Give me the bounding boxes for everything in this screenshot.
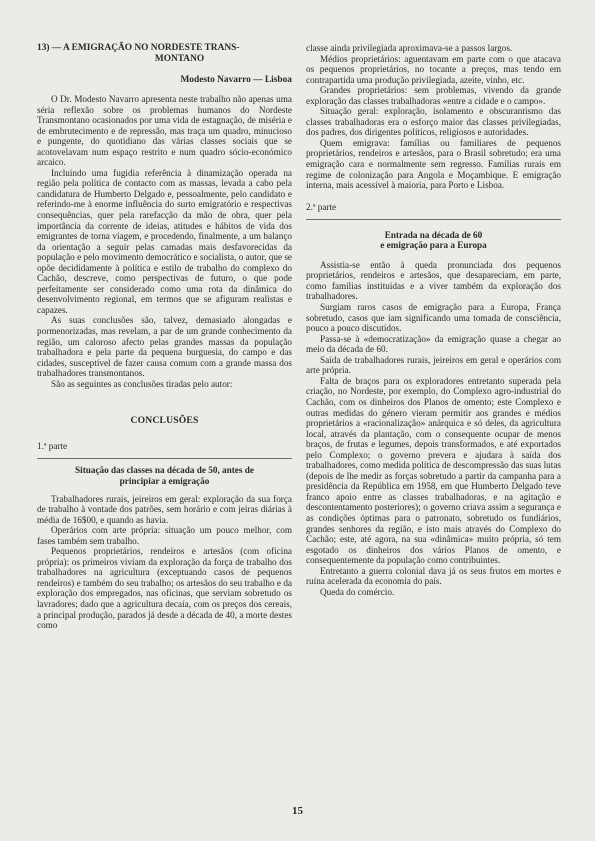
paragraph: Incluindo uma fugidia referência à dinamização operada na região pela política de contacto com as massas, levada a cabo pela candidatura de Humberto Delgado e, pessoalmente, pelo candidato e referindo-me à enorme influência do surto emigratório e respectivas consequências, quer pela rarefacção da mão de obra, quer pela importância da corrente de ideias, atitudes e hábitos de vida dos emigrantes de torna viagem, e procedendo, finalmente, a um balanço da orientação a seguir pelas camadas mais desfavorecidas da população e pelo movimento democrático e socialista, o autor, que se opõe decididamente à política e estilo de trabalho do complexo do Cachão, descreve, como perspectivas de futuro, o que pode perfeitamente ser considerado como uma rota da dinâmica do desenvolvimento regional, em termos que se afiguram realistas e capazes. bbox=[37, 167, 292, 315]
paragraph: As suas conclusões são, talvez, demasiado alongadas e pormenorizadas, mas revelam, a par de um grande conhecimento da região, um caloroso afecto pelas grandes massas da população trabalhadora e pela parte da pequena burguesia, do campo e das cidades, susceptível de fazer causa comum com a grande massa dos trabalhadores transmontanos. bbox=[37, 315, 292, 379]
paragraph: Médios proprietários: aguentavam em parte com o que atacava os pequenos proprietários, no tocante a preços, mas tendo em contrapartida uma produção privilegiada, azeite, vinho, etc. bbox=[306, 53, 561, 85]
part-label-1: 1.ª parte bbox=[37, 441, 68, 452]
article-author: Modesto Navarro — Lisboa bbox=[180, 75, 292, 85]
paragraph: Operários com arte própria: situação um pouco melhor, com fases também sem trabalho. bbox=[37, 525, 292, 546]
paragraph: O Dr. Modesto Navarro apresenta neste trabalho não apenas uma séria reflexão sobre os problemas humanos do Nordeste Transmontano ocasionados por uma vida de estagnação, de miséria e de embrutecimento e de repressão, mas traça um quadro, minucioso e pungente, do quotidiano das várias classes sociais que se acotovelavam num espaço restrito e num quadro sócio-económico arcaico. bbox=[37, 94, 292, 168]
paragraph: São as seguintes as conclusões tiradas pelo autor: bbox=[51, 378, 233, 389]
paragraph: Passa-se à «democratização» da emigração quase a chegar ao meio da década de 60. bbox=[306, 333, 561, 355]
right-column bbox=[306, 43, 561, 597]
paragraph: Grandes proprietários: sem problemas, vivendo da grande exploração das classes trabalhadoras «entre a cidade e o campo». bbox=[306, 85, 561, 106]
subheading-1-line-1: Situação das classes na década de 50, antes de bbox=[75, 465, 254, 476]
article-title bbox=[37, 43, 292, 65]
paragraph: Surgiam raros casos de emigração para a Europa, França sobretudo, casos que iam significando uma tomada de consciência, pouco a pouco discutidos. bbox=[306, 302, 561, 334]
paragraph: Trabalhadores rurais, jeireiros em geral: exploração da sua força de trabalho à vontade dos patrões, sem horário e com jeiras diárias à média de 16$00, e quando as havia. bbox=[37, 493, 292, 525]
paragraph: Saída de trabalhadores rurais, jeireiros em geral e operários com arte própria. bbox=[306, 354, 561, 376]
part-label-2: 2.ª parte bbox=[306, 201, 337, 212]
divider bbox=[306, 219, 561, 220]
subheading-1-line-2: principiar a emigração bbox=[119, 475, 210, 486]
paragraph: Pequenos proprietários, rendeiros e artesãos (com oficina própria): os primeiros viviam da exploração da força de trabalho dos trabalhadores na agricultura (exceptuando casos de pequenos rendeiros) e também do seu trabalho; os artesãos do seu trabalho e da exploração dos empregados, nas oficinas, que serviam sobretudo os lavradores; dado que a agricultura decaía, com os preços dos cereais, a principal produção, parados já desde a década de 40, a morte destes como bbox=[37, 546, 292, 631]
paragraph: Situação geral: exploração, isolamento e obscurantismo das classes trabalhadoras era o esforço maior das classes privilegiadas, dos padres, dos dirigentes políticos, religiosos e autoridades. bbox=[306, 106, 561, 138]
paragraph: Quem emigrava: famílias ou familiares de pequenos proprietários, rendeiros e artesãos, para o Brasil sobretudo; era uma emigração cara e normalmente sem regresso. Famílias rurais em regime de colonização para Angola e Moçambique. E emigração interna, mais acessível à maioria, para Porto e Lisboa. bbox=[306, 137, 561, 191]
left-column bbox=[37, 43, 292, 631]
article-title-line-1: 13) — A EMIGRAÇÃO NO NORDESTE TRANS- bbox=[37, 43, 240, 53]
paragraph: Assistia-se então à queda pronunciada dos pequenos proprietários, rendeiros e artesãos, que desapareciam, em parte, como famílias instituídas e a viver também da exploração dos trabalhadores. bbox=[306, 259, 561, 302]
paragraph: Falta de braços para os exploradores entretanto superada pela criação, no Nordeste, por exemplo, do Complexo agro-industrial do Cachão, com os dinheiros dos Planos de omento; este Complexo e outras medidas do género vieram permitir aos grandes e médios proprietários a «racionalização» anárquica e só deles, da agricultura local, através da plantação, com o consequente ocupar de menos braços, de frutas e legumes, depois transformados, e até exportados pelo Complexo; o governo prevera e ajudara à saída dos trabalhadores, como medida política de descompressão das suas lutas (depois de lhe medir as forças sobretudo a partir da campanha para a presidência da República em 1958, em que Humberto Delgado teve franco apoio entre as classes trabalhadoras, e na agitação e descontentamento posteriores); o governo criava assim a segurança e as condições óptimas para o patronato, sobretudo os fundiários, grandes senhores da região, e isto mais através do Complexo do Cachão; este, até agora, na sua «dinâmica» muito própria, só tem esgotado os dinheiros dos vários Planos de omento, e consequentemente da população como contribuintes. bbox=[306, 375, 561, 566]
paragraph: classe ainda privilegiada aproximava-se a passos largos. bbox=[306, 43, 513, 53]
article-title-line-2: MONTANO bbox=[154, 54, 205, 64]
divider bbox=[37, 458, 292, 459]
paragraph: Entretanto a guerra colonial dava já os seus frutos em mortes e ruína acelerada da economia do país. bbox=[306, 565, 561, 587]
subheading-2-line-1: Entrada na década de 60 bbox=[384, 229, 483, 240]
paragraph: Queda do comércio. bbox=[320, 586, 395, 597]
page-number: 15 bbox=[292, 805, 303, 817]
subheading-2-line-2: e emigração para a Europa bbox=[380, 240, 487, 251]
section-heading-conclusoes: CONCLUSÕES bbox=[130, 415, 199, 427]
